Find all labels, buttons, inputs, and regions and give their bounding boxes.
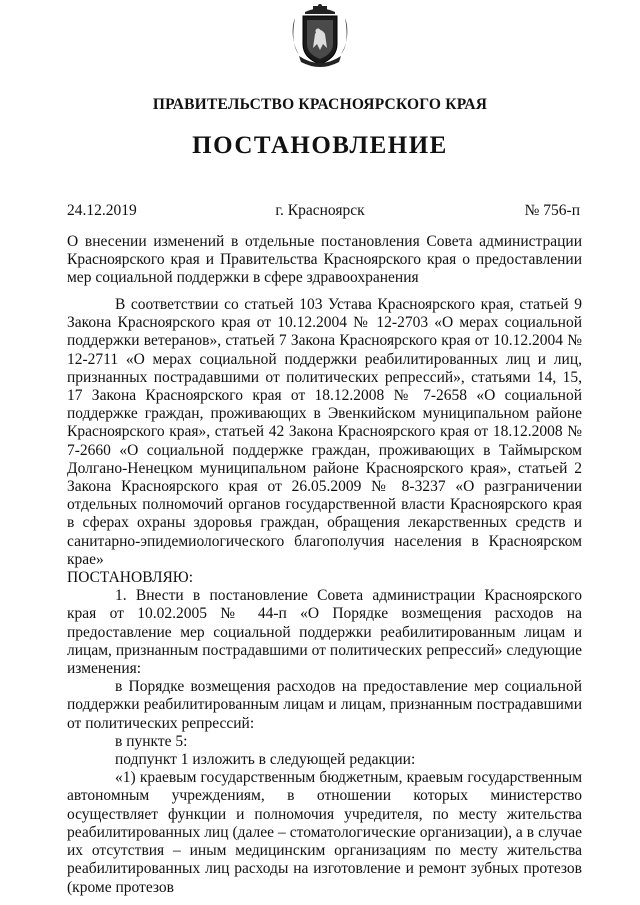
document-body <box>67 296 582 897</box>
resolution-keyword: ПОСТАНОВЛЯЮ: <box>67 569 194 587</box>
body-paragraph: в пункте 5: <box>115 732 188 750</box>
document-number: № 756-п <box>524 202 580 219</box>
body-paragraph: В соответствии со статьей 103 Устава Красноярского края, статьей 9 Закона Красноярского края от 10.12.2004 № 12-2703 «О мерах социальной поддержки ветеранов», статьей 7 Закона Красноярского края от 10.12.2004 № 12-2711 «О мерах социальной поддержки реабилитированных лиц и лиц, признанных пострадавшими от политических репрессий», статьями 14, 15, 17 Закона Красноярского края от 18.12.2008 № 7-2658 «О социальной поддержке граждан, проживающих в Эвенкийском муниципальном районе Красноярского края», статьей 42 Закона Красноярского края от 18.12.2008 № 7-2660 «О социальной поддержке граждан, проживающих в Таймырском Долгано-Ненецком муниципальном районе Красноярского края», статьей 2 Закона Красноярского края от 26.05.2009 № 8-3237 «О разграничении отдельных полномочий органов государственной власти Красноярского края в сферах охраны здоровья граждан, обращения лекарственных средств и санитарно-эпидемиологического благополучия населения в Красноярском крае» <box>67 296 582 568</box>
government-name: ПРАВИТЕЛЬСТВО КРАСНОЯРСКОГО КРАЯ <box>152 96 488 113</box>
body-paragraph: подпункт 1 изложить в следующей редакции: <box>115 751 416 769</box>
body-paragraph: 1. Внести в постановление Совета администрации Красноярского края от 10.02.2005 № 44-п «О Порядке возмещения расходов на предоставление мер социальной поддержки реабилитированным лицам и лицам, признанным пострадавшими от политических репрессий» следующие изменения: <box>67 587 582 678</box>
body-paragraph: «1) краевым государственным бюджетным, краевым государственным автономным учреждениям, в отношении которых министерство осуществляет функции и полномочия учредителя, по месту жительства реабилитированных лиц (далее – стоматологические организации), а в случае их отсутствия – иным медицинским организациям по месту жительства реабилитированных лиц расходы на изготовление и ремонт зубных протезов (кроме протезов <box>67 769 582 896</box>
document-type-title: ПОСТАНОВЛЕНИЕ <box>192 132 448 159</box>
document-date: 24.12.2019 <box>67 202 137 219</box>
document-subject: О внесении изменений в отдельные постановления Совета администрации Красноярского края и Правительства Красноярского края о предоставлении мер социальной поддержки в сфере здравоохранения <box>67 233 582 287</box>
coat-of-arms-emblem <box>291 4 349 70</box>
body-paragraph: в Порядке возмещения расходов на предоставление мер социальной поддержки реабилитированным лицам и лицам, признанным пострадавшими от политических репрессий: <box>67 678 582 732</box>
document-city: г. Красноярск <box>275 202 365 219</box>
